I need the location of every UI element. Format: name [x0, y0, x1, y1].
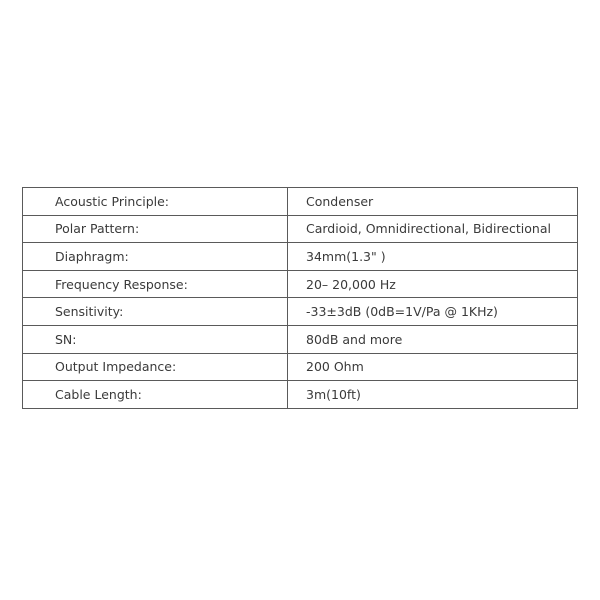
spec-table: [22, 187, 578, 409]
table-row: [23, 353, 578, 381]
spec-label: Frequency Response:: [23, 270, 288, 298]
spec-value: -33±3dB (0dB=1V/Pa @ 1KHz): [288, 298, 578, 326]
spec-label: Acoustic Principle:: [23, 188, 288, 216]
table-row: [23, 325, 578, 353]
table-row: [23, 215, 578, 243]
spec-value: 20– 20,000 Hz: [288, 270, 578, 298]
spec-value: 3m(10ft): [288, 381, 578, 409]
table-row: [23, 298, 578, 326]
spec-label: Polar Pattern:: [23, 215, 288, 243]
table-row: [23, 381, 578, 409]
spec-label: Diaphragm:: [23, 243, 288, 271]
spec-value: Cardioid, Omnidirectional, Bidirectional: [288, 215, 578, 243]
table-row: [23, 188, 578, 216]
spec-label: SN:: [23, 325, 288, 353]
table-row: [23, 243, 578, 271]
spec-label: Sensitivity:: [23, 298, 288, 326]
spec-value: Condenser: [288, 188, 578, 216]
table-row: [23, 270, 578, 298]
spec-value: 200 Ohm: [288, 353, 578, 381]
spec-label: Output Impedance:: [23, 353, 288, 381]
spec-value: 80dB and more: [288, 325, 578, 353]
spec-value: 34mm(1.3" ): [288, 243, 578, 271]
spec-label: Cable Length:: [23, 381, 288, 409]
